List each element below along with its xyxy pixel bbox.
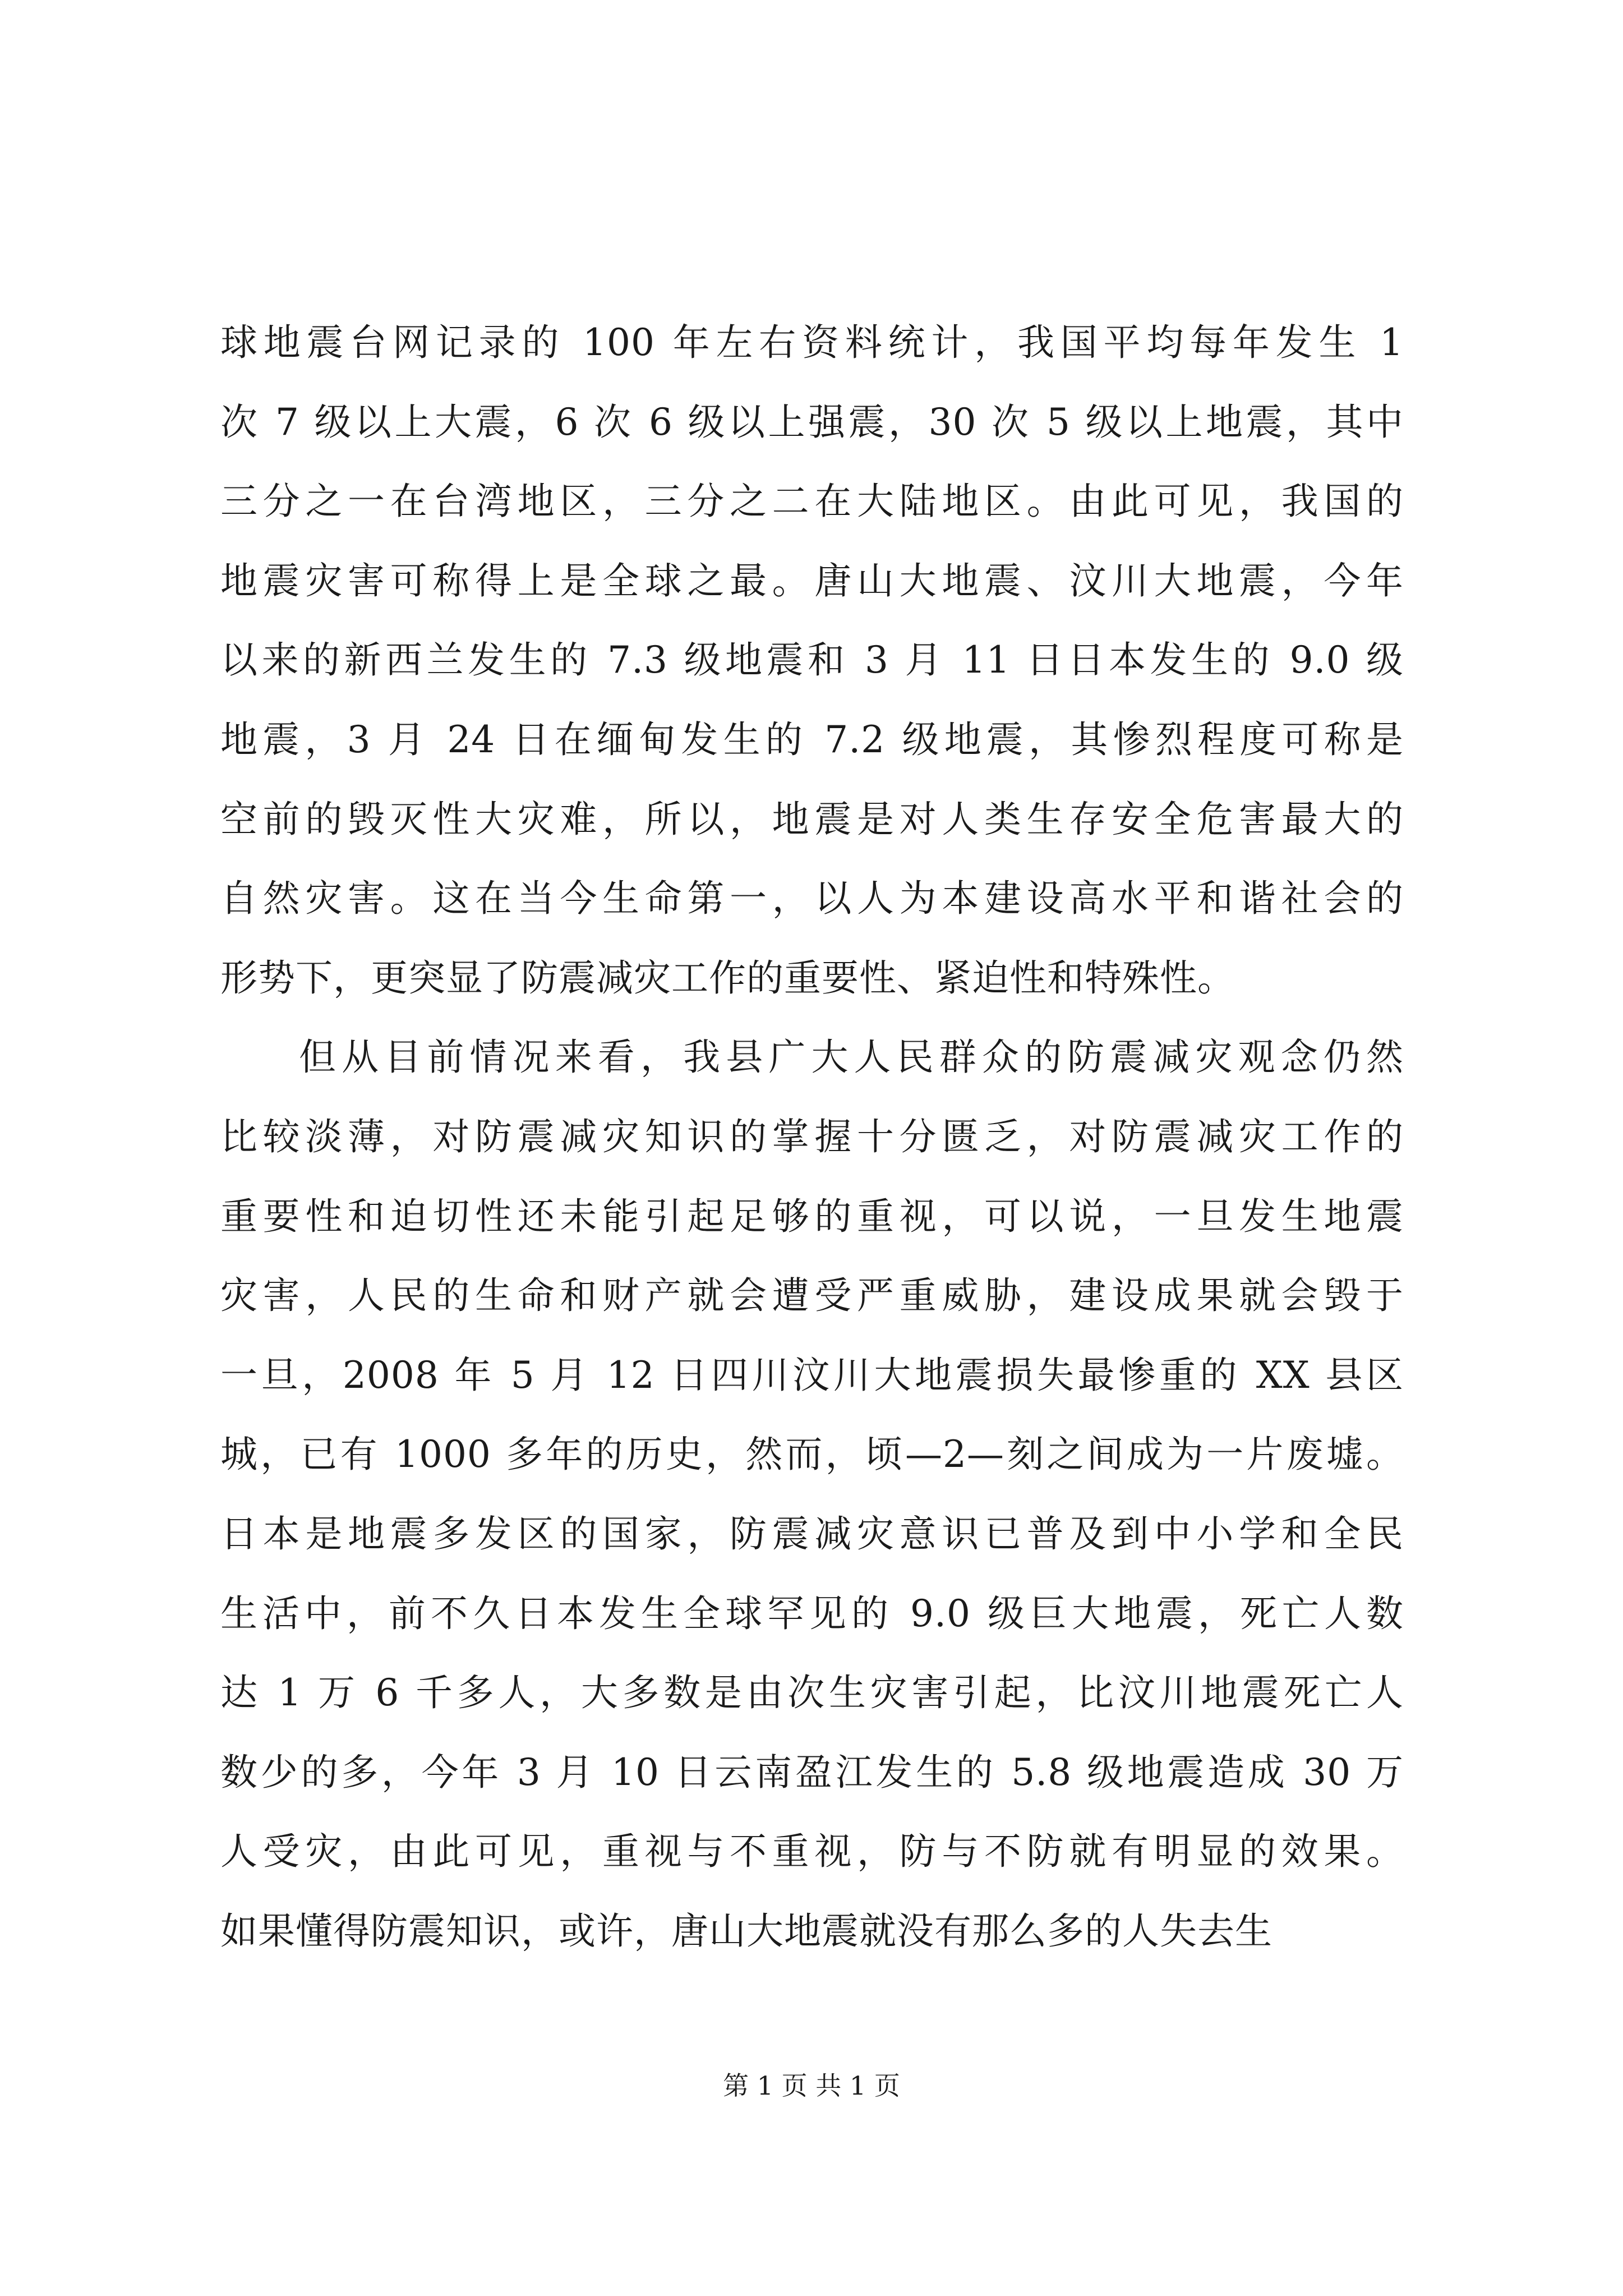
paragraph-first-line: 但从目前情况来看，我县广大人民群众的防震减灾观念仍然 (299, 1036, 1404, 1079)
text-line: 三分之一在台湾地区，三分之二在大陆地区。由此可见，我国的 (220, 480, 1404, 523)
text-line: 自然灾害。这在当今生命第一，以人为本建设高水平和谐社会的 (220, 877, 1404, 921)
text-line: 一旦，2008 年 5 月 12 日四川汶川大地震损失最惨重的 XX 县区 (220, 1353, 1404, 1397)
text-line: 球地震台网记录的 100 年左右资料统计，我国平均每年发生 1 (220, 321, 1404, 364)
text-line: 日本是地震多发区的国家，防震减灾意识已普及到中小学和全民 (220, 1512, 1404, 1556)
text-line: 以来的新西兰发生的 7.3 级地震和 3 月 11 日日本发生的 9.0 级 (220, 638, 1404, 682)
text-line: 人受灾，由此可见，重视与不重视，防与不防就有明显的效果。 (220, 1830, 1404, 1874)
text-line: 形势下，更突显了防震减灾工作的重要性、紧迫性和特殊性。 (220, 956, 1235, 1000)
text-line: 地震灾害可称得上是全球之最。唐山大地震、汶川大地震，今年 (220, 559, 1404, 602)
text-line: 数少的多，今年 3 月 10 日云南盈江发生的 5.8 级地震造成 30 万 (220, 1750, 1404, 1794)
document-body (220, 303, 1404, 1971)
text-line: 灾害，人民的生命和财产就会遭受严重威胁，建设成果就会毁于 (220, 1274, 1404, 1318)
text-line: 地震，3 月 24 日在缅甸发生的 7.2 级地震，其惨烈程度可称是 (220, 717, 1404, 761)
text-line: 如果懂得防震知识，或许，唐山大地震就没有那么多的人失去生 (220, 1909, 1272, 1953)
text-line: 生活中，前不久日本发生全球罕见的 9.0 级巨大地震，死亡人数 (220, 1591, 1404, 1635)
text-line: 比较淡薄，对防震减灾知识的掌握十分匮乏，对防震减灾工作的 (220, 1115, 1404, 1158)
text-line: 空前的毁灭性大灾难，所以，地震是对人类生存安全危害最大的 (220, 797, 1404, 841)
text-line: 重要性和迫切性还未能引起足够的重视，可以说，一旦发生地震 (220, 1194, 1404, 1238)
text-line: 次 7 级以上大震，6 次 6 级以上强震，30 次 5 级以上地震，其中 (220, 400, 1404, 444)
page-footer: 第 1 页 共 1 页 (723, 2070, 900, 2101)
text-line: 达 1 万 6 千多人，大多数是由次生灾害引起，比汶川地震死亡人 (220, 1671, 1404, 1715)
text-line: 城，已有 1000 多年的历史，然而，顷—2—刻之间成为一片废墟。 (220, 1433, 1404, 1476)
